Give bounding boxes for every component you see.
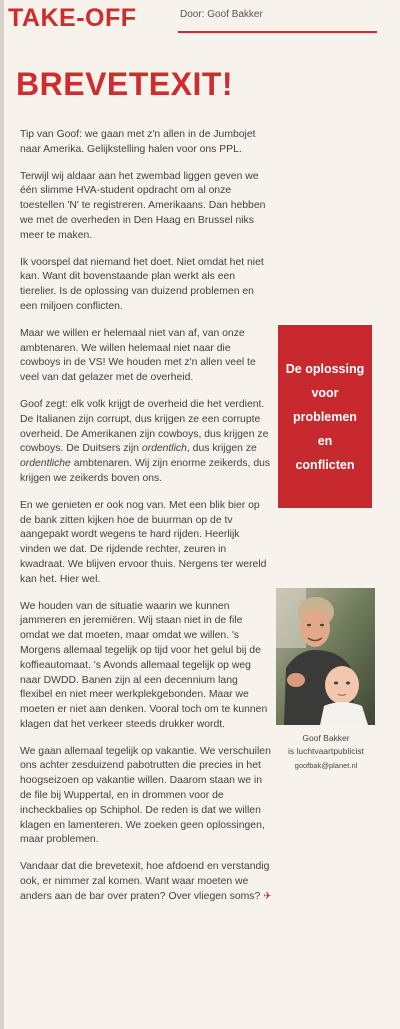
article-paragraph: Maar we willen er helemaal niet van af, van onze ambtenaren. We willen helemaal niet naar die cowboys in de VS! We houden met z'n allen veel te veel van dat gelazer met de overheid. [20,327,256,384]
paragraph-text: , dus krijgen ze [186,443,257,455]
author-photo-image [276,588,375,725]
author-photo [276,588,375,725]
paragraph-text: Goof zegt: elk volk krijgt de overheid die het verdient. De Italianen zijn corrupt, dus krijgen ze een corrupte overheid. De Amerikanen zijn cowboys, dus krijgen ze cowboys. De Duitsers zijn [20,398,269,455]
author-name: Goof Bakker [302,733,350,743]
pull-quote-line: conflicten [295,457,355,472]
pull-quote-line: en [317,433,333,448]
paragraph-text: ambtenaren. Wij zijn enorme zeikerds, dus krijgen we zeikerds boven ons. [20,458,271,484]
page-edge [0,0,4,1029]
author-email: goofbak@planet.nl [294,761,358,770]
article-paragraph: We gaan allemaal tegelijk op vakantie. We verschuilen ons achter zesduizend pabotrutten die precies in het hoogseizoen op vakantie willen. Daarom staan we in de file bij Wuppertal, en in drommen voor de incheckbalies op Schiphol. De reden is dat we willen klagen en lamenteren. We zoeken geen oplossingen, maar problemen. [20,745,271,846]
emphasis-text: ordentlich [141,443,187,455]
header-rule [178,31,377,33]
article-body [20,128,272,905]
article-paragraph: Terwijl wij aldaar aan het zwembad liggen geven we één slimme HVA-student opdracht om al onze toestellen 'N' te registreren. Amerikaans. Dan hebben we met de overheden in Den Haag en Brussel niks meer te maken. [20,170,266,241]
article-paragraph: We houden van de situatie waarin we kunnen jammeren en jeremiëren. Wij staan niet in de file omdat we dat moeten, maar omdat we willen. 's Morgens allemaal tegelijk op tijd voor het gelul bij de koffieautomaat. 's Avonds allemaal tegelijk op weg naar DWDD. Banen zijn al een decennium lang flexibel en niet meer werkplekgebonden. Maar we moeten er niet aan denken. Vooral toch om te kunnen klagen dat het verkeer steeds drukker wordt. [20,600,268,730]
section-label: TAKE-OFF [8,4,137,32]
article-paragraph [20,398,272,487]
author-role: is luchtvaartpublicist [287,746,365,756]
article-paragraph: En we genieten er ook nog van. Met een blik bier op de bank zitten kijken hoe de buurman op de tv aangepakt wordt wegens te hard rijden. Heerlijk vinden we dat. De rijdende rechter, zeuren in kwadraat. We blijven ervoor thuis. Nergens ter wereld kan het. Hier wel. [20,499,267,585]
article-paragraph: Ik voorspel dat niemand het doet. Niet omdat het niet kan. Want dit bovenstaande plan werkt als een tierelier. Is de oplossing van duizend problemen en een miljoen conflicten. [20,256,264,312]
paragraph-text: Vandaar dat die brevetexit, hoe afdoend en verstandig ook, er nimmer zal komen. Want waar moeten we anders aan de bar over praten? Over vliegen soms? [20,861,270,902]
emphasis-text: ordentliche [20,458,71,470]
article-paragraph [20,860,272,904]
byline: Door: Goof Bakker [180,9,263,20]
pull-quote-line: De oplossing [285,361,365,376]
pull-quote [278,325,372,508]
pull-quote-line: problemen [293,409,357,424]
headline: BREVETEXIT! [16,66,234,102]
article-paragraph: Tip van Goof: we gaan met z'n allen in de Jumbojet naar Amerika. Gelijkstelling halen voor ons PPL. [20,129,256,155]
airplane-end-icon: ✈ [263,890,272,902]
pull-quote-line: voor [311,385,339,400]
